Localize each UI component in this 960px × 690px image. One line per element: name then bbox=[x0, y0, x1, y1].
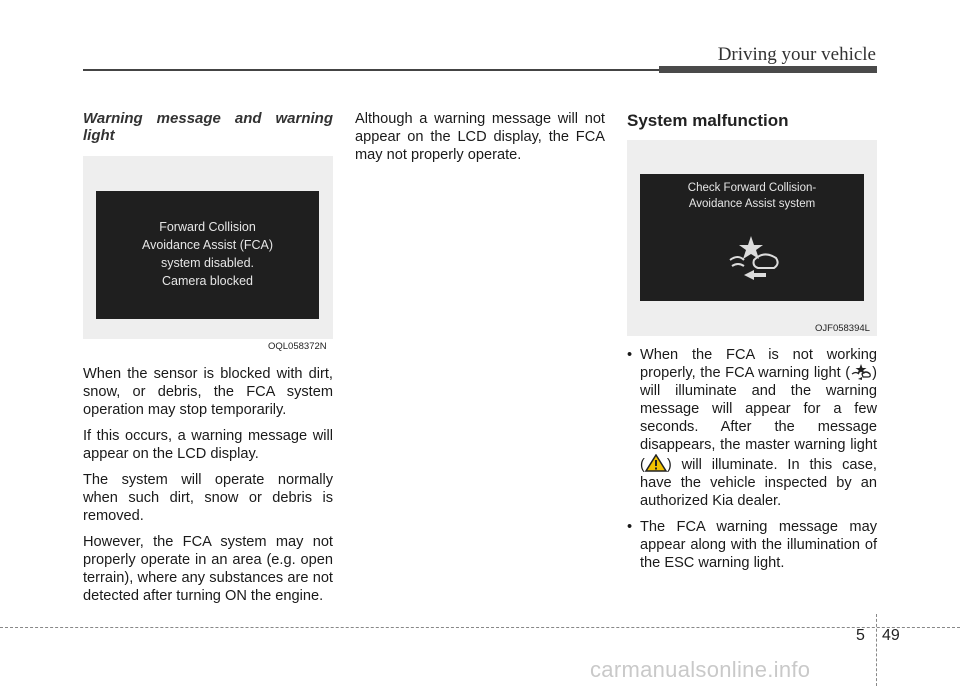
master-warning-icon bbox=[645, 454, 667, 472]
subheading-warning-message: Warning message and warning light bbox=[83, 110, 333, 144]
bullet-text: ) will illuminate and the warning message will appear for a few seconds. After the message disappears, the master warning light ( bbox=[640, 365, 877, 473]
header-rule bbox=[83, 69, 659, 71]
paragraph: If this occurs, a warning message will appear on the LCD display. bbox=[83, 428, 333, 462]
bullet-text: When the FCA is not working properly, the FCA warning light ( bbox=[640, 347, 877, 381]
column-3 bbox=[627, 110, 877, 140]
header-bar bbox=[659, 66, 877, 73]
paragraph: Although a warning message will not appear on the LCD display, the FCA may not properly operate. bbox=[355, 111, 605, 163]
lcd-line: Check Forward Collision- bbox=[687, 182, 817, 194]
column-1 bbox=[83, 110, 333, 152]
lcd-line: Avoidance Assist system bbox=[688, 198, 816, 210]
paragraph: The system will operate normally when such dirt, snow or debris is removed. bbox=[83, 472, 333, 524]
column-2 bbox=[355, 110, 605, 172]
figure-code: OJF058394L bbox=[815, 323, 870, 334]
paragraph: However, the FCA system may not properly operate in an area (e.g. open terrain), where any substances are not detected after turning ON the engine. bbox=[83, 534, 333, 604]
paragraph: When the sensor is blocked with dirt, snow, or debris, the FCA system operation may stop temporarily. bbox=[83, 366, 333, 418]
lcd-screen bbox=[96, 191, 319, 319]
column-3-body bbox=[627, 346, 877, 580]
footer-rule bbox=[0, 627, 960, 628]
lcd-message bbox=[640, 180, 864, 212]
fca-warning-icon bbox=[724, 234, 784, 280]
lcd-line: Forward Collision bbox=[159, 220, 256, 234]
watermark: carmanualsonline.info bbox=[590, 657, 811, 682]
bullet-list bbox=[627, 346, 877, 572]
figure-code: OQL058372N bbox=[268, 341, 327, 352]
page-separator bbox=[876, 614, 877, 686]
figure-camera-blocked bbox=[83, 156, 333, 339]
chapter-number: 5 bbox=[856, 627, 865, 644]
lcd-message bbox=[96, 218, 319, 290]
list-item bbox=[627, 346, 877, 510]
figure-check-fca bbox=[627, 140, 877, 336]
lcd-line: Camera blocked bbox=[161, 274, 253, 288]
section-title: Driving your vehicle bbox=[717, 44, 876, 65]
lcd-line: Avoidance Assist (FCA) bbox=[141, 238, 274, 252]
page-number: 49 bbox=[882, 627, 900, 644]
lcd-screen bbox=[640, 174, 864, 301]
fca-warning-light-icon bbox=[850, 364, 872, 380]
heading-system-malfunction: System malfunction bbox=[627, 111, 789, 130]
column-1-body bbox=[83, 365, 333, 613]
lcd-line: system disabled. bbox=[160, 256, 255, 270]
list-item: • The FCA warning message may appear along with the illumination of the ESC warning light. bbox=[627, 518, 877, 572]
bullet-text: ) will illuminate. In this case, have the vehicle inspected by an authorized Kia dealer. bbox=[640, 457, 877, 509]
